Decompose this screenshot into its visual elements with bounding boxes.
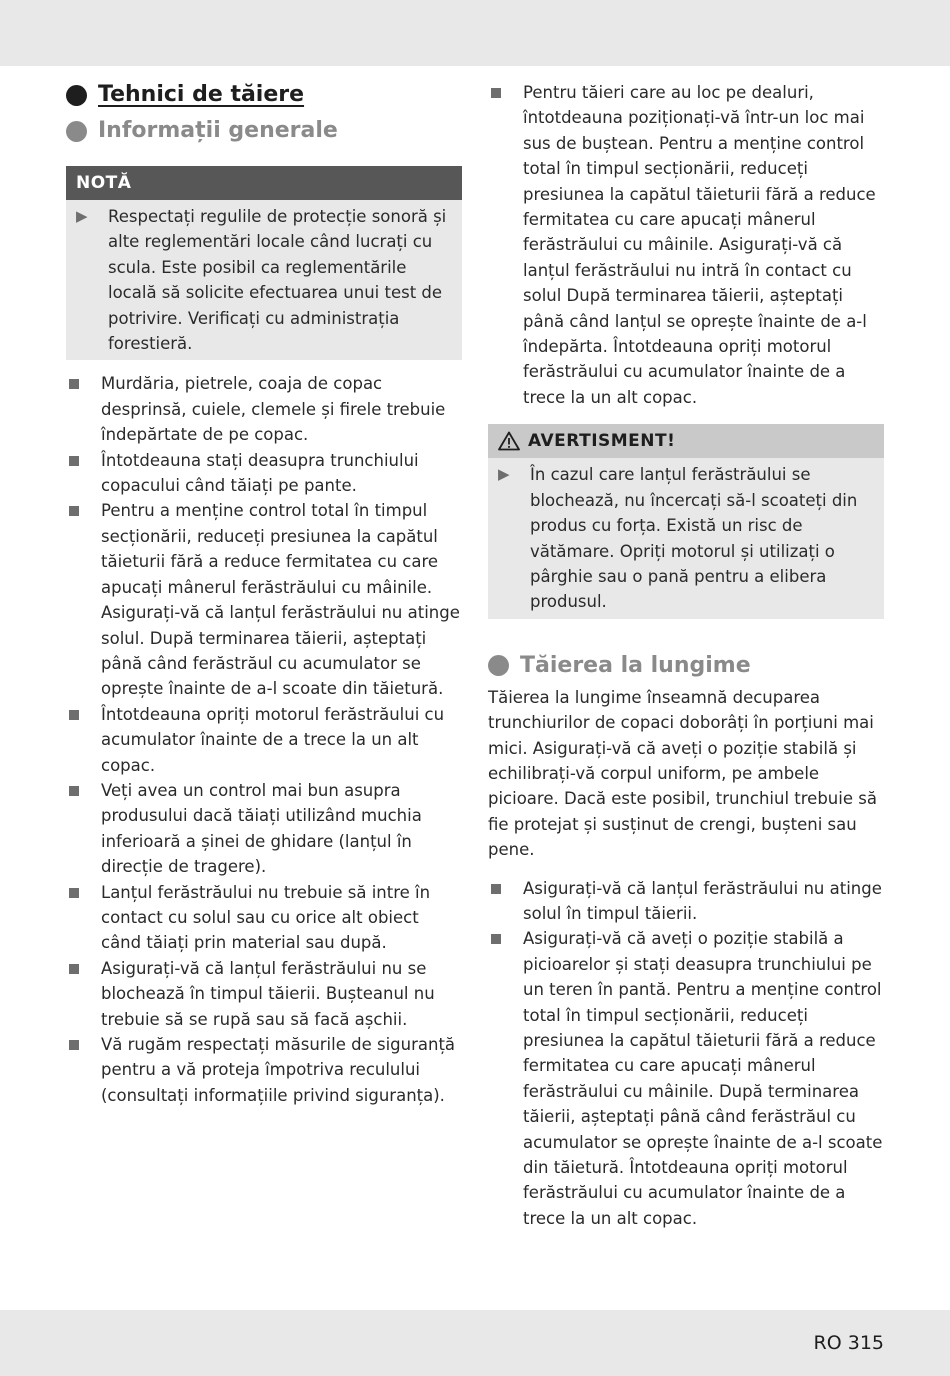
list-item: Pentru tăieri care au loc pe dealuri, întotdeauna poziționați-vă într-un loc mai sus de buștean. Pentru a menține control total în timpul secționării, reduceți presiunea la capătul tăieturii fără a reduce fermitatea cu care apucați mânerul ferăstrăului cu mâinile. Asigurați-vă că lanțul ferăstrăului nu intră în contact cu solul După terminarea tăierii, așteptați până când lanțul se oprește înainte de a-l îndepărta. Întotdeauna opriți motorul ferăstrăului cu acumulator înainte de a trece la un alt copac. [488, 80, 884, 410]
note-text: Respectați regulile de protecție sonoră și alte reglementări locale când lucrați cu scula. Este posibil ca reglementările locală să solicite efectuarea unui test de potrivire. Verificați cu administrația forestieră. [108, 207, 447, 354]
page-number: RO 315 [813, 1332, 884, 1354]
square-bullet-icon [69, 888, 79, 898]
list-item: Întotdeauna stați deasupra trunchiului copacului când tăiați pe pante. [66, 448, 462, 499]
subsection-heading [488, 651, 884, 681]
warning-triangle-icon [498, 431, 520, 451]
list-item: Veți avea un control mai bun asupra produsului dacă tăiați utilizând muchia inferioară a șinei de ghidare (lanțul în direcție de tragere). [66, 778, 462, 880]
square-bullet-icon [491, 934, 501, 944]
right-bullet-list [488, 876, 884, 1232]
section-heading-text: Tehnici de tăiere [98, 82, 305, 107]
note-title: NOTĂ [66, 166, 462, 200]
square-bullet-icon [69, 710, 79, 720]
warning-header [488, 424, 884, 458]
note-box [66, 166, 462, 360]
list-item: Pentru a menține control total în timpul secționării, reduceți presiunea la capătul tăieturii fără a reduce fermitatea cu care apucați mânerul ferăstrăului cu mâinile. Asigurați-vă că lanțul ferăstrăului nu atinge solul. După terminarea tăierii, așteptați până când ferăstrăul cu acumulator se oprește înainte de a-l scoate din tăietură. [66, 498, 462, 701]
square-bullet-icon [491, 88, 501, 98]
body-paragraph: Tăierea la lungime înseamnă decuparea trunchiurilor de copaci doborâți în porțiuni mai mici. Asigurați-vă că aveți o poziție stabilă și echilibrați-vă corpul uniform, pe ambele picioare. Dacă este posibil, trunchiul trebuie să fie protejat și susținut de crengi, bușteni sau pene. [488, 687, 877, 860]
warning-body [488, 458, 884, 618]
bullet-circle-icon [66, 85, 87, 106]
square-bullet-icon [69, 456, 79, 466]
list-item: Asigurați-vă că lanțul ferăstrăului nu se blochează în timpul tăierii. Bușteanul nu trebuie să se rupă sau să facă așchii. [66, 956, 462, 1032]
square-bullet-icon [69, 506, 79, 516]
right-column [488, 80, 884, 1231]
subsection-heading-text: Tăierea la lungime [520, 652, 751, 678]
subsection-heading [66, 116, 462, 146]
warning-title: AVERTISMENT! [528, 431, 676, 452]
square-bullet-icon [69, 786, 79, 796]
list-item: Întotdeauna opriți motorul ferăstrăului cu acumulator înainte de a trece la un alt copac. [66, 702, 462, 778]
left-bullet-list [66, 371, 462, 1108]
right-top-bullet-list [488, 80, 884, 410]
square-bullet-icon [491, 884, 501, 894]
note-body [66, 200, 462, 360]
footer-band [0, 1310, 950, 1376]
section-heading [66, 80, 462, 110]
list-item: Asigurați-vă că lanțul ferăstrăului nu atinge solul în timpul tăierii. [488, 876, 884, 927]
list-item: Murdăria, pietrele, coaja de copac desprinsă, cuiele, clemele și firele trebuie îndepărtate de pe copac. [66, 371, 462, 447]
arrow-right-icon: ▶ [498, 465, 510, 484]
list-item: Asigurați-vă că aveți o poziție stabilă a picioarelor și stați deasupra trunchiului pe un teren în pantă. Pentru a menține control total în timpul secționării, reduceți presiunea la capătul tăieturii fără a reduce fermitatea cu care apucați mânerul ferăstrăului cu mâinile. După terminarea tăierii, așteptați până când ferăstrăul cu acumulator se oprește înainte de a-l scoate din tăietură. Întotdeauna opriți motorul ferăstrăului cu acumulator înainte de a trece la un alt copac. [488, 926, 884, 1231]
square-bullet-icon [69, 379, 79, 389]
square-bullet-icon [69, 964, 79, 974]
header-band [0, 0, 950, 66]
square-bullet-icon [69, 1040, 79, 1050]
arrow-right-icon: ▶ [76, 207, 88, 225]
warning-box [488, 424, 884, 618]
list-item: Lanțul ferăstrăului nu trebuie să intre în contact cu solul sau cu orice alt obiect când tăiați prin material sau după. [66, 880, 462, 956]
bullet-circle-icon [66, 121, 87, 142]
subsection-heading-text: Informații generale [98, 118, 338, 143]
warning-text: În cazul care lanțul ferăstrăului se blochează, nu încercați să-l scoateți din produs cu forța. Există un risc de vătămare. Opriți motorul și utilizați o pârghie sau o pană pentru a elibera produsul. [530, 465, 858, 612]
left-column [66, 80, 462, 1108]
list-item: Vă rugăm respectați măsurile de siguranță pentru a vă proteja împotriva reculului (consultați informațiile privind siguranța). [66, 1032, 462, 1108]
bullet-circle-icon [488, 655, 509, 676]
